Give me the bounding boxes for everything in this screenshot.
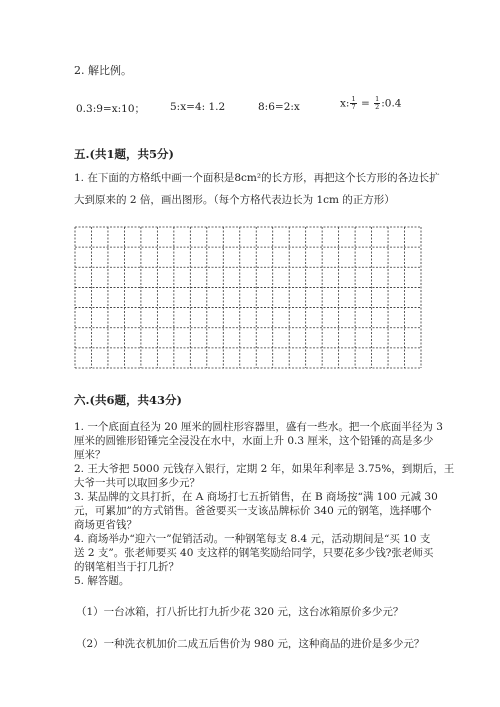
- equation-4-prefix: x:: [340, 97, 350, 110]
- section-6-line: 送 2 支”。张老师要买 40 支这样的钢笔奖励给同学，只要花多少钱?张老师买: [74, 547, 434, 559]
- square-grid: [74, 226, 422, 369]
- section-6-line: 4. 商场举办“迎六一”促销活动。一种钢笔每支 8.4 元，活动期间是“买 10 支: [74, 533, 431, 545]
- section-6-title: 六.(共6题，共43分): [74, 393, 182, 407]
- section-6-line: 商场更省钱？: [74, 519, 137, 531]
- section-6-line: 大爷一共可以取回多少元？: [74, 477, 200, 489]
- fraction-numerator: 1: [351, 95, 356, 103]
- section-5-question-line-2: 大到原来的 2 倍，画出图形。（每个方格代表边长为 1cm 的正方形）: [74, 194, 395, 206]
- section-6-line: 2. 王大爷把 5000 元钱存入银行，定期 2 年，如果年利率是 3.75%，到期后，王: [74, 463, 455, 475]
- section-5-question-line-1: 1. 在下面的方格纸中画一个面积是8cm²的长方形，再把这个长方形的各边长扩: [74, 172, 440, 184]
- section-6-line: 3. 某品牌的文具打折，在 A 商场打七五折销售，在 B 商场按“满 100 元减 30: [74, 491, 438, 503]
- sub-question-2: （2）一种洗衣机加价二成五后售价为 980 元，这种商品的进价是多少元？: [76, 638, 425, 650]
- section-6-line: 厘米的圆锥形铅锤完全浸没在水中，水面上升 0.3 厘米，这个铅锤的高是多少: [74, 435, 434, 447]
- section-6-line: 1. 一个底面直径为 20 厘米的圆柱形容器里，盛有一些水。把一个底面半径为 3: [74, 421, 443, 433]
- fraction-numerator: 1: [375, 95, 380, 103]
- fraction-denominator: 2: [375, 103, 380, 111]
- equation-4-suffix: :0.4: [381, 97, 402, 110]
- equation-4-equals: =: [357, 97, 374, 110]
- fraction-denominator: 7: [351, 103, 356, 111]
- sub-question-1: （1）一台冰箱，打八折比打九折少花 320 元，这台冰箱原价多少元？: [76, 606, 404, 618]
- solve-ratio-heading: 2. 解比例。: [74, 64, 132, 77]
- equation-1: 0.3:9=x:10；: [76, 103, 146, 115]
- section-6-line: 元，可累加”的方式销售。爸爸要买一支该品牌标价 340 元的钢笔，选择哪个: [74, 505, 432, 517]
- section-6-line: 5. 解答题。: [74, 575, 130, 587]
- equation-3: 8:6=2:x: [258, 101, 300, 113]
- fraction-one-half: [374, 96, 380, 111]
- fraction-one-seventh: [350, 96, 356, 111]
- section-6-line: 的钢笔相当于打几折？: [74, 561, 179, 573]
- section-6-line: 厘米？: [74, 449, 106, 461]
- equation-2: 5:x=4: 1.2: [170, 101, 226, 113]
- section-5-title: 五.(共1题，共5分): [74, 147, 174, 161]
- equation-4: [340, 96, 401, 111]
